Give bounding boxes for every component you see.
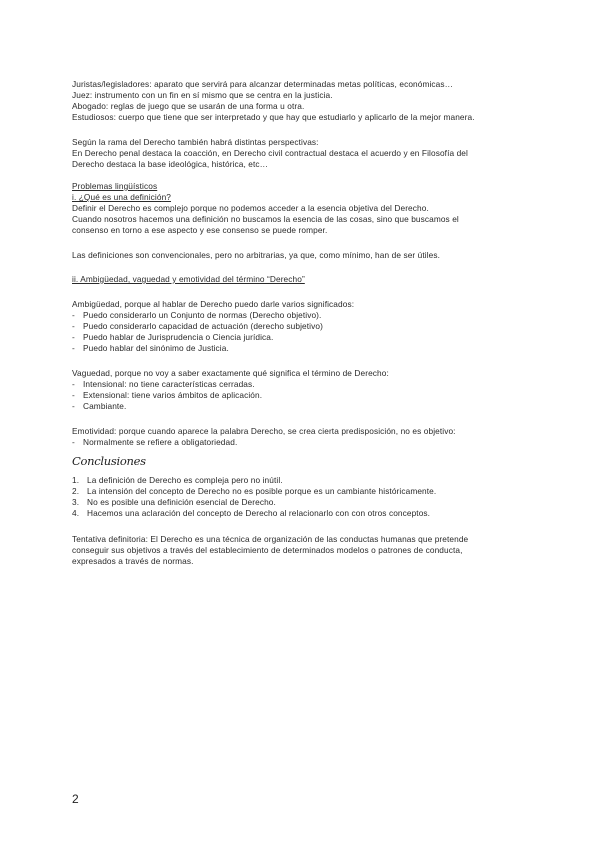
dash-bullet: - xyxy=(72,401,75,411)
text-line: Derecho destaca la base ideológica, histórica, etc… xyxy=(72,159,269,169)
list-item xyxy=(72,401,532,412)
list-item-text: Puedo considerarlo capacidad de actuación (derecho subjetivo) xyxy=(83,321,323,331)
dash-bullet: - xyxy=(72,379,75,389)
text-line: Las definiciones son convencionales, pero no arbitrarias, ya que, como mínimo, han de ser útiles. xyxy=(72,250,441,260)
list-item-text: Normalmente se refiere a obligatoriedad. xyxy=(83,437,238,447)
list-item xyxy=(72,475,532,486)
vagueness-paragraph xyxy=(72,368,532,412)
section-title: Problemas lingüísticos xyxy=(72,181,158,191)
list-number: 1. xyxy=(72,475,80,485)
list-item-text: La definición de Derecho es compleja pero no inútil. xyxy=(87,475,283,485)
text-line: Cuando nosotros hacemos una definición no buscamos la esencia de las cosas, sino que buscamos el xyxy=(72,214,459,224)
list-item-text: Intensional: no tiene características cerradas. xyxy=(83,379,255,389)
problems-section xyxy=(72,181,532,236)
list-item-text: Puedo considerarlo un Conjunto de normas (Derecho objetivo). xyxy=(83,310,322,320)
list-item-text: Cambiante. xyxy=(83,401,127,411)
subsection-title: ii. Ambigüedad, vaguedad y emotividad del término “Derecho” xyxy=(72,274,305,284)
text-line: expresados a través de normas. xyxy=(72,556,194,566)
page-number: 2 xyxy=(72,792,79,806)
text-line: Ambigüedad, porque al hablar de Derecho puedo darle varios significados: xyxy=(72,299,355,309)
text-line: En Derecho penal destaca la coacción, en Derecho civil contractual destaca el acuerdo y en Filosofía del xyxy=(72,148,468,158)
list-item xyxy=(72,390,532,401)
conclusions-list xyxy=(72,475,532,519)
text-line: Estudiosos: cuerpo que tiene que ser interpretado y que hay que estudiarlo y aplicarlo de la mejor manera. xyxy=(72,112,475,122)
text-line: Emotividad: porque cuando aparece la palabra Derecho, se crea cierta predisposición, no es objetivo: xyxy=(72,426,456,436)
conclusions-heading: Conclusiones xyxy=(72,454,146,468)
list-number: 4. xyxy=(72,508,80,518)
dash-bullet: - xyxy=(72,310,75,320)
list-item-text: La intensión del concepto de Derecho no es posible porque es un cambiante históricamente. xyxy=(87,486,437,496)
text-line: Definir el Derecho es complejo porque no podemos acceder a la esencia objetiva del Derecho. xyxy=(72,203,429,213)
tentative-definition-paragraph xyxy=(72,534,532,567)
dash-bullet: - xyxy=(72,390,75,400)
dash-bullet: - xyxy=(72,332,75,342)
dash-bullet: - xyxy=(72,343,75,353)
list-item-text: Puedo hablar del sinónimo de Justicia. xyxy=(83,343,229,353)
list-item xyxy=(72,497,532,508)
list-item xyxy=(72,310,532,321)
list-item xyxy=(72,332,532,343)
list-item xyxy=(72,508,532,519)
list-item-text: Hacemos una aclaración del concepto de Derecho al relacionarlo con con otros conceptos. xyxy=(87,508,431,518)
perspectives-paragraph xyxy=(72,137,532,170)
subsection-title: i. ¿Qué es una definición? xyxy=(72,192,171,202)
text-line: conseguir sus objetivos a través del establecimiento de determinados modelos o patrones de conducta, xyxy=(72,545,463,555)
text-line: Abogado: reglas de juego que se usarán de una forma u otra. xyxy=(72,101,305,111)
emotivity-paragraph xyxy=(72,426,532,448)
text-line: Juristas/legisladores: aparato que servirá para alcanzar determinadas metas políticas, económicas… xyxy=(72,79,454,89)
list-number: 3. xyxy=(72,497,80,507)
conventional-paragraph xyxy=(72,250,532,261)
document-page xyxy=(72,79,532,567)
text-line: Tentativa definitoria: El Derecho es una técnica de organización de las conductas humanas que pretende xyxy=(72,534,469,544)
list-item xyxy=(72,437,532,448)
dash-bullet: - xyxy=(72,321,75,331)
list-item-text: Extensional: tiene varios ámbitos de aplicación. xyxy=(83,390,263,400)
intro-paragraph xyxy=(72,79,532,123)
list-number: 2. xyxy=(72,486,80,496)
text-line: Juez: instrumento con un fin en sí mismo que se centra en la justicia. xyxy=(72,90,333,100)
text-line: consenso en torno a ese aspecto y ese consenso se puede romper. xyxy=(72,225,328,235)
list-item xyxy=(72,486,532,497)
ambiguity-paragraph xyxy=(72,299,532,354)
text-line: Según la rama del Derecho también habrá distintas perspectivas: xyxy=(72,137,319,147)
ambiguity-subsection xyxy=(72,274,532,285)
list-item xyxy=(72,379,532,390)
list-item xyxy=(72,343,532,354)
list-item-text: No es posible una definición esencial de Derecho. xyxy=(87,497,276,507)
list-item-text: Puedo hablar de Jurisprudencia o Ciencia jurídica. xyxy=(83,332,274,342)
text-line: Vaguedad, porque no voy a saber exactamente qué significa el término de Derecho: xyxy=(72,368,389,378)
list-item xyxy=(72,321,532,332)
dash-bullet: - xyxy=(72,437,75,447)
